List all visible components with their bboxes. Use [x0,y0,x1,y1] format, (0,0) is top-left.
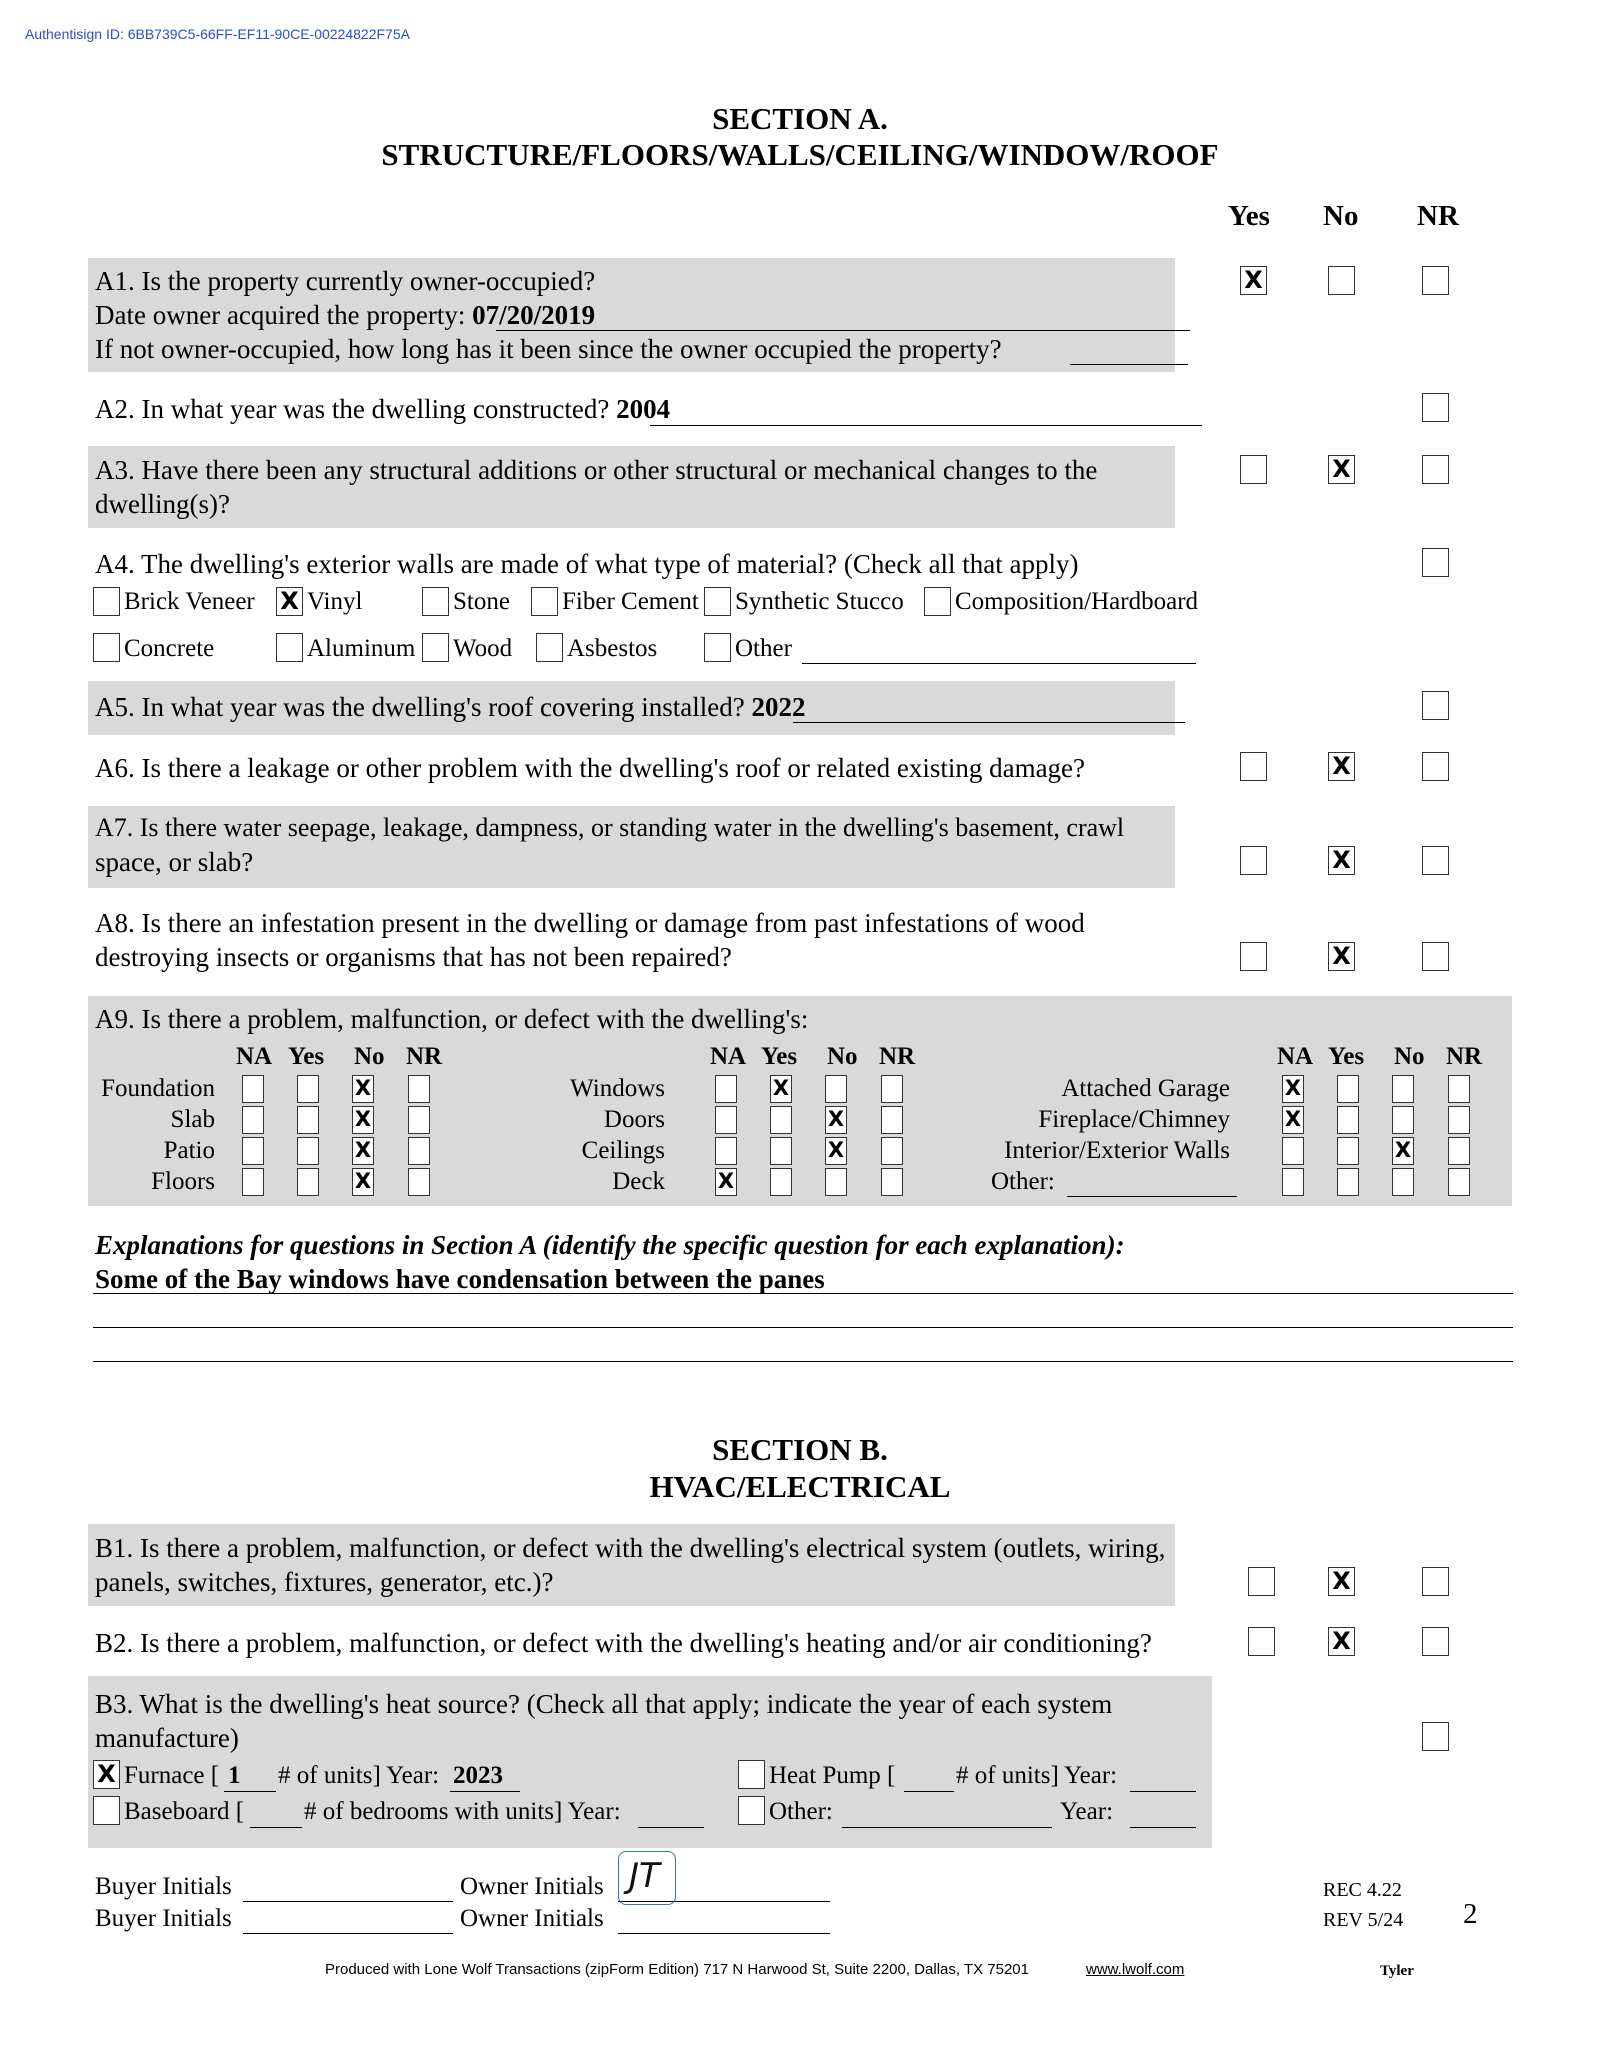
foundation-nr-checkbox[interactable] [408,1075,430,1103]
garage-yes-checkbox[interactable] [1337,1075,1359,1103]
rev-code-1: REC 4.22 [1323,1879,1402,1901]
ceilings-no-checkbox[interactable]: X [825,1137,847,1165]
explanations-text[interactable]: Some of the Bay windows have condensation between the panes [95,1264,825,1294]
wood-label: Wood [453,635,513,662]
a9-walls-label: Interior/Exterior Walls [1004,1137,1230,1164]
a9-fireplace-label: Fireplace/Chimney [1038,1106,1230,1133]
composition-checkbox[interactable] [924,587,951,616]
col-yes: Yes [1228,200,1270,232]
owner-initials-2-label: Owner Initials [460,1905,604,1932]
a9-other-label: Other: [991,1168,1055,1195]
a1-date-label: Date owner acquired the property: 07/20/2019 [95,300,596,330]
baseboard-suffix: # of bedrooms with units] Year: [304,1798,621,1825]
g3-header-no: No [1394,1043,1425,1070]
garage-na-checkbox[interactable]: X [1282,1075,1304,1103]
b2-question: B2. Is there a problem, malfunction, or defect with the dwelling's heating and/or air conditioning? [95,1628,1152,1658]
a7-yes-checkbox[interactable] [1240,846,1267,875]
a7-no-checkbox[interactable]: X [1328,846,1355,875]
furnace-units-suffix: # of units] Year: [278,1762,440,1789]
a1-not-occupied: If not owner-occupied, how long has it been since the owner occupied the property? [95,334,1002,364]
a9-foundation-label: Foundation [101,1075,215,1102]
other-material-label: Other [735,635,792,662]
a8-nr-checkbox[interactable] [1422,942,1449,971]
col-nr: NR [1417,200,1459,232]
b2-no-checkbox[interactable]: X [1328,1627,1355,1656]
fiber-cement-label: Fiber Cement [562,588,699,615]
a9-deck-label: Deck [612,1168,665,1195]
a9-attached-garage-label: Attached Garage [1061,1075,1230,1102]
g1-header-na: NA [236,1043,273,1070]
a4-nr-checkbox[interactable] [1422,548,1449,577]
a1-nr-checkbox[interactable] [1422,266,1449,295]
fiber-cement-checkbox[interactable] [531,587,558,616]
a9-floors-label: Floors [151,1168,215,1195]
foundation-no-checkbox[interactable]: X [352,1075,374,1103]
a1-question: A1. Is the property currently owner-occupied? [95,266,596,296]
g3-header-na: NA [1277,1043,1314,1070]
floors-nr-checkbox[interactable] [408,1168,430,1196]
a6-nr-checkbox[interactable] [1422,752,1449,781]
b3-nr-checkbox[interactable] [1422,1722,1449,1751]
stone-checkbox[interactable] [422,587,449,616]
floors-na-checkbox[interactable] [242,1168,264,1196]
a6-no-checkbox[interactable]: X [1328,752,1355,781]
lwolf-link[interactable]: www.lwolf.com [1086,1961,1185,1978]
a1-no-checkbox[interactable] [1328,266,1355,295]
section-b-subtitle: HVAC/ELECTRICAL [649,1469,951,1504]
b1-yes-checkbox[interactable] [1248,1567,1275,1596]
walls-na-checkbox[interactable] [1282,1137,1304,1165]
a9-doors-label: Doors [603,1106,665,1133]
signature-box[interactable] [618,1851,676,1905]
rev-code-2: REV 5/24 [1323,1909,1404,1931]
vinyl-checkbox[interactable]: X [276,587,303,616]
a2-nr-checkbox[interactable] [1422,393,1449,422]
composition-label: Composition/Hardboard [955,588,1199,615]
baseboard-label: Baseboard [ [124,1798,245,1825]
other-heat-label: Other: [769,1798,833,1825]
patio-yes-checkbox[interactable] [297,1137,319,1165]
concrete-checkbox[interactable] [93,633,120,662]
furnace-label: Furnace [ [124,1762,220,1789]
a9-patio-label: Patio [163,1137,215,1164]
a7-nr-checkbox[interactable] [1422,846,1449,875]
other-heat-checkbox[interactable] [738,1796,765,1825]
a3-nr-checkbox[interactable] [1422,455,1449,484]
b3-question-2: manufacture) [95,1723,239,1753]
aluminum-label: Aluminum [307,635,416,662]
fireplace-na-checkbox[interactable]: X [1282,1106,1304,1134]
b1-no-checkbox[interactable]: X [1328,1567,1355,1596]
a5-nr-checkbox[interactable] [1422,691,1449,720]
baseboard-checkbox[interactable] [93,1796,120,1825]
a8-question-2: destroying insects or organisms that has not been repaired? [95,942,732,972]
g3-header-nr: NR [1446,1043,1483,1070]
g3-header-yes: Yes [1328,1043,1365,1070]
heat-pump-checkbox[interactable] [738,1760,765,1789]
garage-nr-checkbox[interactable] [1448,1075,1470,1103]
g1-header-nr: NR [406,1043,443,1070]
asbestos-label: Asbestos [567,635,658,662]
heat-pump-suffix: # of units] Year: [956,1762,1118,1789]
a8-yes-checkbox[interactable] [1240,942,1267,971]
aluminum-checkbox[interactable] [276,633,303,662]
deck-no-checkbox[interactable] [825,1168,847,1196]
doors-nr-checkbox[interactable] [881,1106,903,1134]
foundation-na-checkbox[interactable] [242,1075,264,1103]
foundation-yes-checkbox[interactable] [297,1075,319,1103]
brick-veneer-checkbox[interactable] [93,587,120,616]
b2-nr-checkbox[interactable] [1422,1627,1449,1656]
a4-question: A4. The dwelling's exterior walls are made of what type of material? (Check all that apply) [95,549,1079,579]
b1-question-1: B1. Is there a problem, malfunction, or defect with the dwelling's electrical system (outlets, wiring, [95,1533,1166,1563]
a9-windows-label: Windows [570,1075,665,1102]
asbestos-checkbox[interactable] [536,633,563,662]
furnace-units: 1 [228,1762,241,1789]
concrete-label: Concrete [124,635,215,662]
a3-question-2: dwelling(s)? [95,489,230,519]
a9-question: A9. Is there a problem, malfunction, or defect with the dwelling's: [95,1004,809,1034]
produced-by: Produced with Lone Wolf Transactions (zipForm Edition) 717 N Harwood St, Suite 2200, Dallas, TX 75201 [325,1961,1029,1978]
vinyl-label: Vinyl [307,588,363,615]
g2-header-no: No [827,1043,858,1070]
slab-no-checkbox[interactable]: X [352,1106,374,1134]
a6-yes-checkbox[interactable] [1240,752,1267,781]
slab-nr-checkbox[interactable] [408,1106,430,1134]
section-a-title: SECTION A. [712,101,888,136]
a5-question: A5. In what year was the dwelling's roof covering installed? 2022 [95,692,806,722]
g2-header-na: NA [710,1043,747,1070]
wood-checkbox[interactable] [422,633,449,662]
a9-slab-label: Slab [170,1106,215,1133]
a2-value: 2004 [616,394,671,424]
b2-yes-checkbox[interactable] [1248,1627,1275,1656]
a3-yes-checkbox[interactable] [1240,455,1267,484]
fireplace-nr-checkbox[interactable] [1448,1106,1470,1134]
g1-header-no: No [354,1043,385,1070]
b3-question-1: B3. What is the dwelling's heat source? (Check all that apply; indicate the year of each system [95,1689,1113,1719]
windows-na-checkbox[interactable] [715,1075,737,1103]
brick-veneer-label: Brick Veneer [124,588,255,615]
a8-question-1: A8. Is there an infestation present in the dwelling or damage from past infestations of wood [95,908,1085,938]
synthetic-stucco-label: Synthetic Stucco [735,588,904,615]
a7-question-1: A7. Is there water seepage, leakage, dampness, or standing water in the dwelling's basement, crawl [95,813,1125,842]
deck-yes-checkbox[interactable] [770,1168,792,1196]
walls-no-checkbox[interactable]: X [1392,1137,1414,1165]
buyer-initials-1-label: Buyer Initials [95,1873,232,1900]
deck-na-checkbox[interactable]: X [715,1168,737,1196]
windows-no-checkbox[interactable] [825,1075,847,1103]
heat-pump-label: Heat Pump [ [769,1762,896,1789]
col-no: No [1323,200,1359,232]
furnace-year: 2023 [453,1762,503,1789]
deck-nr-checkbox[interactable] [881,1168,903,1196]
owner-initials-1-label: Owner Initials [460,1873,604,1900]
ceilings-na-checkbox[interactable] [715,1137,737,1165]
doors-yes-checkbox[interactable] [770,1106,792,1134]
g2-header-nr: NR [879,1043,916,1070]
stone-label: Stone [453,588,510,615]
other-nr-checkbox[interactable] [1448,1168,1470,1196]
walls-yes-checkbox[interactable] [1337,1137,1359,1165]
a3-question-1: A3. Have there been any structural additions or other structural or mechanical changes to the [95,455,1098,485]
g1-header-yes: Yes [288,1043,325,1070]
doors-na-checkbox[interactable] [715,1106,737,1134]
windows-yes-checkbox[interactable]: X [770,1075,792,1103]
other-material-checkbox[interactable] [704,633,731,662]
patio-na-checkbox[interactable] [242,1137,264,1165]
patio-nr-checkbox[interactable] [408,1137,430,1165]
a7-question-2: space, or slab? [95,847,254,877]
a3-no-checkbox[interactable]: X [1328,455,1355,484]
section-a-subtitle: STRUCTURE/FLOORS/WALLS/CEILING/WINDOW/ROOF [381,137,1219,172]
slab-yes-checkbox[interactable] [297,1106,319,1134]
walls-nr-checkbox[interactable] [1448,1137,1470,1165]
b1-nr-checkbox[interactable] [1422,1567,1449,1596]
tyler-label: Tyler [1380,1963,1414,1979]
buyer-initials-2-label: Buyer Initials [95,1905,232,1932]
slab-na-checkbox[interactable] [242,1106,264,1134]
furnace-checkbox[interactable]: X [93,1760,120,1789]
a9-ceilings-label: Ceilings [581,1137,665,1164]
patio-no-checkbox[interactable]: X [352,1137,374,1165]
section-b-title: SECTION B. [712,1432,888,1467]
a1-yes-checkbox[interactable]: X [1240,266,1267,295]
windows-nr-checkbox[interactable] [881,1075,903,1103]
authentisign-id: Authentisign ID: 6BB739C5-66FF-EF11-90CE-00224822F75A [25,26,410,42]
synthetic-stucco-checkbox[interactable] [704,587,731,616]
ceilings-nr-checkbox[interactable] [881,1137,903,1165]
other-no-checkbox[interactable] [1392,1168,1414,1196]
floors-yes-checkbox[interactable] [297,1168,319,1196]
b1-question-2: panels, switches, fixtures, generator, etc.)? [95,1567,554,1597]
g2-header-yes: Yes [761,1043,798,1070]
other-yes-checkbox[interactable] [1337,1168,1359,1196]
fireplace-yes-checkbox[interactable] [1337,1106,1359,1134]
initials-signature: JT [629,1856,660,1896]
page-number: 2 [1463,1898,1478,1930]
garage-no-checkbox[interactable] [1392,1075,1414,1103]
a1-date-value: 07/20/2019 [472,300,596,330]
fireplace-no-checkbox[interactable] [1392,1106,1414,1134]
other-na-checkbox[interactable] [1282,1168,1304,1196]
floors-no-checkbox[interactable]: X [352,1168,374,1196]
doors-no-checkbox[interactable]: X [825,1106,847,1134]
ceilings-yes-checkbox[interactable] [770,1137,792,1165]
a6-question: A6. Is there a leakage or other problem with the dwelling's roof or related existing damage? [95,753,1086,783]
a5-value: 2022 [751,692,806,722]
a2-question: A2. In what year was the dwelling constructed? 2004 [95,394,671,424]
explanations-label: Explanations for questions in Section A (identify the specific question for each explanation): [95,1230,1125,1260]
other-heat-year-label: Year: [1060,1798,1114,1825]
a8-no-checkbox[interactable]: X [1328,942,1355,971]
